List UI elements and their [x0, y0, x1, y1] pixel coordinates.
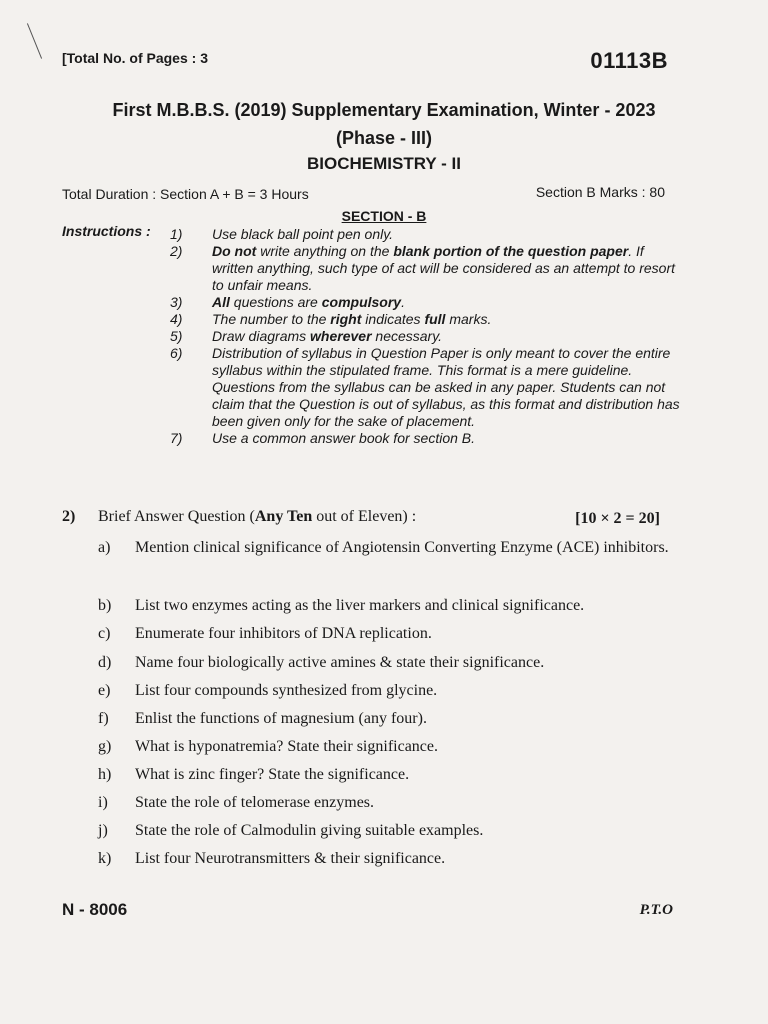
question-text: Enlist the functions of magnesium (any four). — [135, 710, 427, 727]
question-letter: e) — [98, 682, 111, 699]
exam-title: First M.B.B.S. (2019) Supplementary Examination, Winter - 2023 — [112, 100, 656, 120]
instruction-number: 1) — [170, 226, 183, 242]
question-text: State the role of telomerase enzymes. — [135, 794, 375, 811]
instruction-text: All questions are compulsory. — [212, 294, 405, 310]
question-text: What is hyponatremia? State their significance. — [135, 738, 438, 755]
instructions-list — [170, 226, 680, 447]
question-text: List four compounds synthesized from glycine. — [135, 682, 438, 699]
instruction-text: Do not write anything on the blank portion of the question paper. If written anything, such type of act will be considered as an attempt to resort to unfair means. — [212, 243, 676, 293]
question-letter: g) — [98, 738, 112, 755]
question-text: Name four biologically active amines & state their significance. — [135, 654, 545, 671]
instruction-text: Distribution of syllabus in Question Paper is only meant to cover the entire syllabus within the stipulated frame. This format is a mere guideline. Questions from the syllabus can be asked in any paper. Students can not claim that the Question is out of syllabus, as this format and distribution has been given only for the sake of placement. — [212, 345, 680, 429]
question-letter: f) — [98, 710, 109, 727]
question-text: List four Neurotransmitters & their significance. — [135, 850, 446, 867]
question-text: State the role of Calmodulin giving suitable examples. — [135, 822, 484, 839]
question-letter: c) — [98, 625, 111, 642]
total-pages: [Total No. of Pages : 3 — [62, 50, 208, 66]
instruction-item — [170, 311, 680, 328]
question-item — [98, 765, 678, 785]
question-item — [98, 538, 678, 558]
question-item — [98, 709, 678, 729]
question-item — [98, 793, 678, 813]
question-heading: Brief Answer Question (Any Ten out of Eleven) : — [98, 508, 417, 525]
question-text: List two enzymes acting as the liver markers and clinical significance. — [135, 597, 585, 614]
question-letter: h) — [98, 766, 112, 783]
instruction-text: Draw diagrams wherever necessary. — [212, 328, 443, 344]
question-item — [98, 624, 678, 644]
instruction-item — [170, 294, 680, 311]
question-letter: i) — [98, 794, 108, 811]
instruction-text: Use black ball point pen only. — [212, 226, 394, 242]
instruction-number: 2) — [170, 243, 183, 259]
pen-mark — [27, 23, 42, 59]
instruction-number: 4) — [170, 311, 183, 327]
pto-label: P.T.O — [639, 902, 673, 918]
instruction-item — [170, 430, 680, 447]
question-marks: [10 × 2 = 20] — [575, 510, 660, 527]
paper-code: 01113B — [590, 48, 668, 73]
question-item — [98, 596, 678, 616]
exam-phase: (Phase - III) — [335, 128, 433, 148]
question-letter: k) — [98, 850, 112, 867]
instruction-item — [170, 243, 680, 294]
instruction-number: 5) — [170, 328, 183, 344]
question-text: Mention clinical significance of Angiotensin Converting Enzyme (ACE) inhibitors. — [135, 539, 669, 556]
question-item — [98, 737, 678, 757]
footer-code: N - 8006 — [62, 900, 128, 919]
instruction-text: Use a common answer book for section B. — [212, 430, 476, 446]
question-letter: b) — [98, 597, 112, 614]
question-letter: d) — [98, 654, 112, 671]
instruction-number: 6) — [170, 345, 183, 361]
question-number: 2) — [62, 508, 76, 525]
question-text: Enumerate four inhibitors of DNA replication. — [135, 625, 432, 642]
total-duration: Total Duration : Section A + B = 3 Hours — [62, 186, 309, 202]
question-item — [98, 653, 678, 673]
question-text: What is zinc finger? State the significance. — [135, 766, 410, 783]
instruction-number: 3) — [170, 294, 183, 310]
instruction-item — [170, 345, 680, 430]
instruction-text: The number to the right indicates full marks. — [212, 311, 492, 327]
instruction-number: 7) — [170, 430, 183, 446]
section-marks: Section B Marks : 80 — [535, 184, 665, 200]
question-letter: a) — [98, 539, 111, 556]
question-item — [98, 849, 678, 869]
subject-title: BIOCHEMISTRY - II — [307, 154, 461, 173]
instruction-item — [170, 226, 680, 243]
instructions-label: Instructions : — [62, 223, 151, 239]
question-item — [98, 821, 678, 841]
instruction-item — [170, 328, 680, 345]
question-letter: j) — [98, 822, 108, 839]
question-item — [98, 681, 678, 701]
section-heading: SECTION - B — [341, 208, 427, 224]
